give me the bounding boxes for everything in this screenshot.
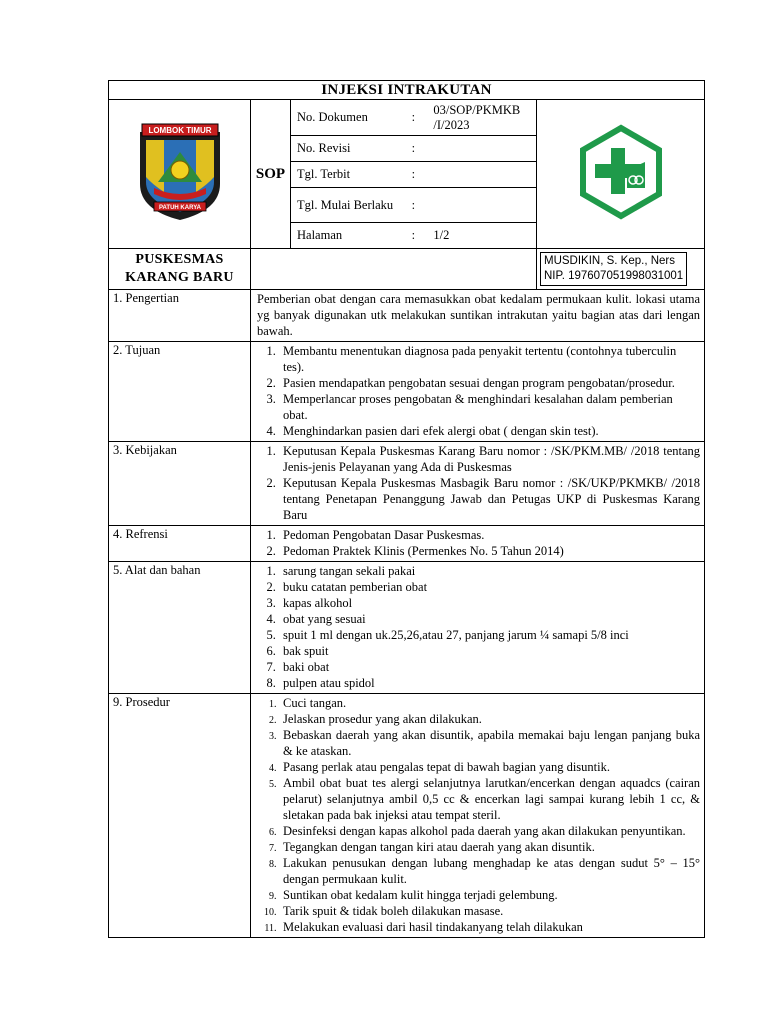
list-item: 2. Keputusan Kepala Puskesmas Masbagik Baru nomor : /SK/UKP/PKMKB/ /2018 tentang Penetapan Penanggung Jawab dan Petugas UKP di Puskesmas Karang Baru	[279, 475, 700, 523]
list-item: 1. Cuci tangan.	[279, 695, 700, 711]
document-title: INJEKSI INTRAKUTAN	[109, 81, 705, 100]
emblem-top-text: LOMBOK TIMUR	[147, 125, 212, 135]
section-label-kebijakan: 3. Kebijakan	[109, 442, 251, 526]
list-item: 1. sarung tangan sekali pakai	[279, 563, 700, 579]
puskesmas-cross-logo-icon	[575, 122, 667, 222]
left-logo-cell	[109, 100, 251, 249]
meta-colon: :	[412, 136, 430, 162]
signatory-cell	[537, 249, 705, 290]
meta-value	[429, 188, 536, 223]
emblem-bottom-text: PATUH KARYA	[158, 204, 201, 211]
section-content-prosedur	[251, 694, 705, 938]
list-item: 8. Lakukan penusukan dengan lubang menghadap ke atas dengan sudut 5° – 15° dengan permukaan kulit.	[279, 855, 700, 887]
list-item: 7. Tegangkan dengan tangan kiri atau daerah yang akan disuntik.	[279, 839, 700, 855]
list-item: 2. Jelaskan prosedur yang akan dilakukan.	[279, 711, 700, 727]
section-text-pengertian: Pemberian obat dengan cara memasukkan obat kedalam permukaan kulit. lokasi utama yg banyak digunakan utk melakukan suntikan intrakutan yaitu bagian atas dari lengan bawah.	[251, 290, 705, 342]
list-item: 4. obat yang sesuai	[279, 611, 700, 627]
list-item: 7. baki obat	[279, 659, 700, 675]
right-logo-cell	[537, 100, 705, 249]
list-item: 3. Bebaskan daerah yang akan disuntik, apabila memakai baju lengan panjang buka & ke ataskan.	[279, 727, 700, 759]
signatory-name: MUSDIKIN, S. Kep., Ners	[544, 255, 676, 267]
meta-row	[291, 136, 536, 162]
list-item: 4. Pasang perlak atau pengalas tepat di bawah bagian yang disuntik.	[279, 759, 700, 775]
meta-label: No. Revisi	[291, 136, 412, 162]
meta-cell	[291, 100, 537, 249]
meta-colon: :	[412, 188, 430, 223]
list-item: 3. kapas alkohol	[279, 595, 700, 611]
regency-emblem-icon	[134, 122, 226, 222]
list-item: 2. Pedoman Praktek Klinis (Permenkes No. 5 Tahun 2014)	[279, 543, 700, 559]
section-content-tujuan	[251, 342, 705, 442]
list-item: 3. Memperlancar proses pengobatan & menghindari kesalahan dalam pemberian obat.	[279, 391, 700, 423]
section-label-referensi: 4. Refrensi	[109, 526, 251, 562]
list-item: 2. buku catatan pemberian obat	[279, 579, 700, 595]
list-item: 8. pulpen atau spidol	[279, 675, 700, 691]
list-item: 9. Suntikan obat kedalam kulit hingga terjadi gelembung.	[279, 887, 700, 903]
meta-colon: :	[412, 100, 430, 136]
list-item: 1. Keputusan Kepala Puskesmas Karang Baru nomor : /SK/PKM.MB/ /2018 tentang Jenis-jenis Pelayanan yang Ada di Puskesmas	[279, 443, 700, 475]
list-item: 10. Tarik spuit & tidak boleh dilakukan masase.	[279, 903, 700, 919]
list-item: 5. Ambil obat buat tes alergi selanjutnya larutkan/encerkan dengan aquadcs (cairan pelarut) selanjutnya ambil 0,5 cc & encerkan lagi sampai kurang lebih 1 cc, & sletakan pada bak injeksi atau tempat steril.	[279, 775, 700, 823]
meta-row	[291, 162, 536, 188]
section-content-referensi	[251, 526, 705, 562]
meta-row	[291, 100, 536, 136]
signatory-box	[540, 252, 687, 286]
list-item: 1. Membantu menentukan diagnosa pada penyakit tertentu (contohnya tuberculin tes).	[279, 343, 700, 375]
sop-table	[108, 80, 705, 938]
list-item: 1. Pedoman Pengobatan Dasar Puskesmas.	[279, 527, 700, 543]
meta-colon: :	[412, 162, 430, 188]
sop-label: SOP	[251, 100, 291, 249]
meta-label: Halaman	[297, 228, 343, 242]
meta-label: Tgl. Terbit	[291, 162, 412, 188]
list-item: 5. spuit 1 ml dengan uk.25,26,atau 27, panjang jarum ¼ samapi 5/8 inci	[279, 627, 700, 643]
section-label-prosedur: 9. Prosedur	[109, 694, 251, 938]
meta-row	[291, 188, 536, 223]
section-label-tujuan: 2. Tujuan	[109, 342, 251, 442]
alat-list	[257, 563, 700, 691]
kebijakan-list	[257, 443, 700, 523]
document-meta	[291, 100, 536, 248]
list-item: 2. Pasien mendapatkan pengobatan sesuai dengan program pengobatan/prosedur.	[279, 375, 700, 391]
meta-label: Tgl. Mulai Berlaku	[291, 188, 412, 223]
meta-value: 03/SOP/PKMKB /I/2023	[429, 100, 536, 136]
meta-row	[291, 223, 536, 249]
referensi-list	[257, 527, 700, 559]
puskesmas-name: PUSKESMAS KARANG BARU	[109, 249, 251, 290]
blank-cell	[251, 249, 537, 290]
section-content-alat	[251, 562, 705, 694]
list-item: 4. Menghindarkan pasien dari efek alergi obat ( dengan skin test).	[279, 423, 700, 439]
tujuan-list	[257, 343, 700, 439]
meta-value	[429, 162, 536, 188]
signatory-nip: NIP. 197607051998031001	[544, 270, 684, 282]
meta-value: 1/2	[433, 228, 450, 242]
section-label-alat: 5. Alat dan bahan	[109, 562, 251, 694]
meta-value	[429, 136, 536, 162]
meta-label: No. Dokumen	[291, 100, 412, 136]
list-item: 6. bak spuit	[279, 643, 700, 659]
meta-colon: :	[411, 228, 416, 242]
list-item: 6. Desinfeksi dengan kapas alkohol pada daerah yang akan dilakukan penyuntikan.	[279, 823, 700, 839]
section-content-kebijakan	[251, 442, 705, 526]
list-item: 11. Melakukan evaluasi dari hasil tindakanyang telah dilakukan	[279, 919, 700, 935]
prosedur-list	[257, 695, 700, 935]
sop-document	[108, 80, 704, 938]
section-label-pengertian: 1. Pengertian	[109, 290, 251, 342]
